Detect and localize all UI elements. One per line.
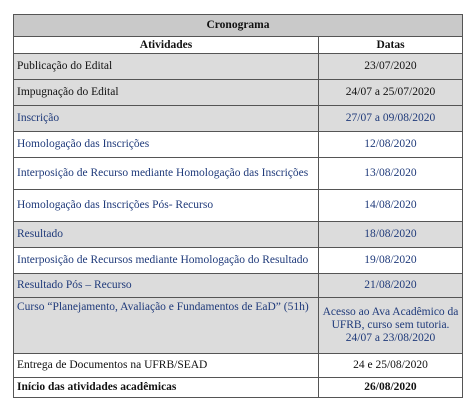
date-cell: 23/07/2020 bbox=[319, 54, 463, 80]
table-row bbox=[14, 222, 463, 248]
date-cell: 21/08/2020 bbox=[319, 274, 463, 298]
date-cell: 12/08/2020 bbox=[319, 132, 463, 158]
date-cell: 14/08/2020 bbox=[319, 190, 463, 222]
table-row bbox=[14, 190, 463, 222]
table-row bbox=[14, 274, 463, 298]
table-title-row bbox=[14, 15, 463, 37]
date-cell: 13/08/2020 bbox=[319, 158, 463, 190]
date-cell: 27/07 a 09/08/2020 bbox=[319, 106, 463, 132]
column-header-dates: Datas bbox=[319, 37, 463, 54]
table-row bbox=[14, 248, 463, 274]
table-row bbox=[14, 378, 463, 398]
activity-cell: Início das atividades acadêmicas bbox=[14, 378, 319, 398]
activity-cell: Resultado bbox=[14, 222, 319, 248]
activity-cell: Publicação do Edital bbox=[14, 54, 319, 80]
date-cell: 26/08/2020 bbox=[319, 378, 463, 398]
table-header-row bbox=[14, 37, 463, 54]
activity-cell: Entrega de Documentos na UFRB/SEAD bbox=[14, 354, 319, 378]
activity-cell: Homologação das Inscrições Pós- Recurso bbox=[14, 190, 319, 222]
cronograma-table bbox=[13, 14, 463, 398]
table-row bbox=[14, 298, 463, 354]
date-cell bbox=[319, 298, 463, 354]
activity-cell: Impugnação do Edital bbox=[14, 80, 319, 106]
access-note: Acesso ao Ava Acadêmico da UFRB, curso sem tutoria. bbox=[322, 306, 459, 331]
table-row bbox=[14, 106, 463, 132]
table-row bbox=[14, 132, 463, 158]
table-row bbox=[14, 158, 463, 190]
date-cell: 18/08/2020 bbox=[319, 222, 463, 248]
table-title: Cronograma bbox=[14, 15, 463, 37]
date-cell: 19/08/2020 bbox=[319, 248, 463, 274]
table-row bbox=[14, 354, 463, 378]
date-range: 24/07 a 23/08/2020 bbox=[345, 332, 436, 344]
activity-cell: Curso “Planejamento, Avaliação e Fundamentos de EaD” (51h) bbox=[14, 298, 319, 354]
date-cell: 24 e 25/08/2020 bbox=[319, 354, 463, 378]
activity-cell: Interposição de Recursos mediante Homologação do Resultado bbox=[14, 248, 319, 274]
table-row bbox=[14, 80, 463, 106]
activity-cell: Interposição de Recurso mediante Homologação das Inscrições bbox=[14, 158, 319, 190]
activity-cell: Resultado Pós – Recurso bbox=[14, 274, 319, 298]
column-header-activities: Atividades bbox=[14, 37, 319, 54]
activity-cell: Homologação das Inscrições bbox=[14, 132, 319, 158]
table-row bbox=[14, 54, 463, 80]
activity-cell: Inscrição bbox=[14, 106, 319, 132]
date-cell: 24/07 a 25/07/2020 bbox=[319, 80, 463, 106]
